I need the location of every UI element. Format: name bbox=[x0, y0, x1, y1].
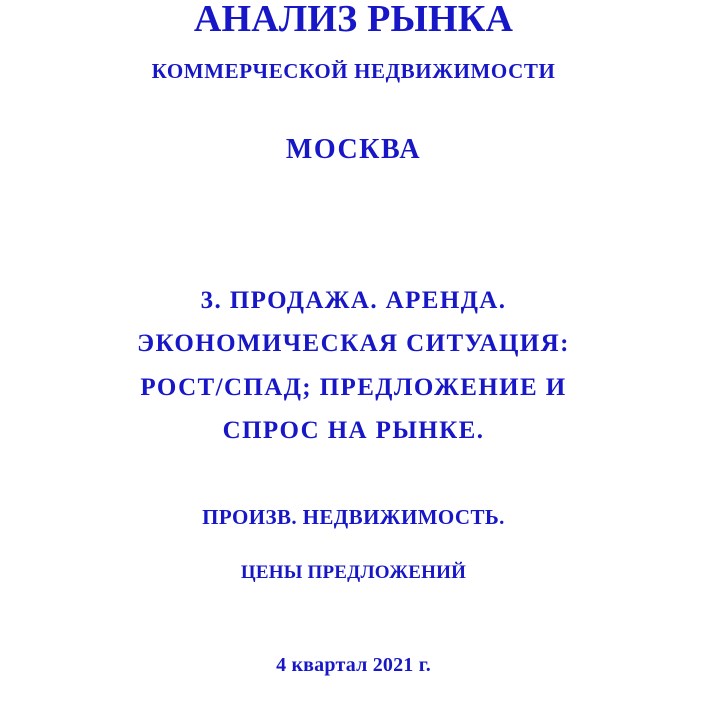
section-line: 3. ПРОДАЖА. АРЕНДА. bbox=[200, 287, 507, 314]
report-period: 4 квартал 2021 г. bbox=[276, 654, 431, 676]
city-name: МОСКВА bbox=[285, 134, 422, 165]
market-segment: ПРОИЗВ. НЕДВИЖИМОСТЬ. bbox=[202, 505, 505, 529]
section-line: ЭКОНОМИЧЕСКАЯ СИТУАЦИЯ: bbox=[137, 330, 570, 357]
section-line: РОСТ/СПАД; ПРЕДЛОЖЕНИЕ И bbox=[140, 374, 567, 401]
report-topic: ЦЕНЫ ПРЕДЛОЖЕНИЙ bbox=[240, 562, 467, 583]
document-title: АНАЛИЗ РЫНКА bbox=[193, 0, 514, 40]
section-line: СПРОС НА РЫНКЕ. bbox=[222, 417, 485, 444]
document-subtitle: КОММЕРЧЕСКОЙ НЕДВИЖИМОСТИ bbox=[151, 59, 556, 83]
